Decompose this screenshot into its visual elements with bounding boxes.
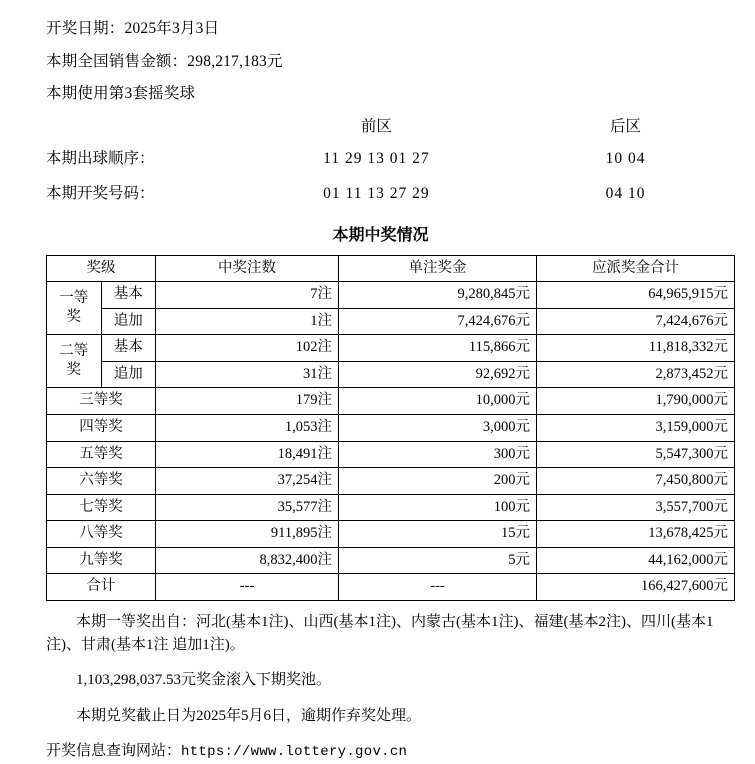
prize-sub-basic: 基本 xyxy=(101,282,156,309)
prize-sub-basic: 基本 xyxy=(101,335,156,362)
prize-level: 四等奖 xyxy=(47,414,156,441)
prize-each-sum: --- xyxy=(339,574,537,601)
table-row xyxy=(47,361,735,388)
prize-each: 200元 xyxy=(339,468,537,495)
prize-level: 九等奖 xyxy=(47,547,156,574)
prize-total: 13,678,425元 xyxy=(537,521,735,548)
table-row-total xyxy=(47,574,735,601)
front-zone-label: 前区 xyxy=(360,117,392,135)
prize-sub-addon: 追加 xyxy=(101,308,156,335)
back-zone-label: 后区 xyxy=(610,117,642,135)
ball-section xyxy=(46,118,715,220)
table-row xyxy=(47,308,735,335)
table-row xyxy=(47,282,735,309)
prize-level: 六等奖 xyxy=(47,468,156,495)
header-count: 中奖注数 xyxy=(156,255,339,282)
ball-order-label: 本期出球顺序： xyxy=(46,150,155,168)
website-label: 开奖信息查询网站： xyxy=(46,742,182,759)
prize-total: 3,159,000元 xyxy=(537,414,735,441)
prize-count: 102注 xyxy=(156,335,339,362)
prize-total: 11,818,332元 xyxy=(537,335,735,362)
prize-sub-addon: 追加 xyxy=(101,361,156,388)
rollover-note: 1,103,298,037.53元奖金滚入下期奖池。 xyxy=(76,672,332,689)
prize-count: 911,895注 xyxy=(156,521,339,548)
prize-level: 七等奖 xyxy=(47,494,156,521)
prize-table-header-row xyxy=(47,255,735,282)
prize-each: 10,000元 xyxy=(339,388,537,415)
prize-each: 3,000元 xyxy=(339,414,537,441)
prize-count: 1,053注 xyxy=(156,414,339,441)
draw-date-line: 开奖日期：2025年3月3日 xyxy=(46,20,220,37)
prize-count: 179注 xyxy=(156,388,339,415)
prize-level-first: 一等奖 xyxy=(47,282,102,335)
prize-count: 1注 xyxy=(156,308,339,335)
table-row xyxy=(47,414,735,441)
prize-each: 5元 xyxy=(339,547,537,574)
prize-each: 9,280,845元 xyxy=(339,282,537,309)
prize-each: 300元 xyxy=(339,441,537,468)
ball-table xyxy=(46,118,715,220)
claim-deadline-note: 本期兑奖截止日为2025年5月6日，逾期作弃奖处理。 xyxy=(76,707,422,724)
prize-count: 37,254注 xyxy=(156,468,339,495)
winning-numbers-row xyxy=(46,185,715,220)
prize-table xyxy=(46,255,735,601)
prize-count: 31注 xyxy=(156,361,339,388)
table-row xyxy=(47,388,735,415)
table-row xyxy=(47,441,735,468)
header-each: 单注奖金 xyxy=(339,255,537,282)
ball-order-front-numbers: 11 29 13 01 27 xyxy=(323,150,430,168)
machine-set-line: 本期使用第3套摇奖球 xyxy=(46,85,196,103)
ball-order-back-numbers: 10 04 xyxy=(605,150,646,168)
table-row xyxy=(47,521,735,548)
prize-each: 92,692元 xyxy=(339,361,537,388)
prize-total: 3,557,700元 xyxy=(537,494,735,521)
prize-count: 35,577注 xyxy=(156,494,339,521)
table-row xyxy=(47,468,735,495)
prize-total: 64,965,915元 xyxy=(537,282,735,309)
ball-order-row xyxy=(46,150,715,185)
website-note xyxy=(46,740,721,764)
table-row xyxy=(47,547,735,574)
prize-total: 5,547,300元 xyxy=(537,441,735,468)
winning-front-numbers: 01 11 13 27 29 xyxy=(323,184,430,202)
prize-table-title: 本期中奖情况 xyxy=(332,226,429,244)
table-row xyxy=(47,494,735,521)
prize-total: 44,162,000元 xyxy=(537,547,735,574)
winning-back-numbers: 04 10 xyxy=(605,184,646,202)
sales-amount-line: 本期全国销售金额：298,217,183元 xyxy=(46,52,283,70)
prize-total: 1,790,000元 xyxy=(537,388,735,415)
prize-total: 2,873,452元 xyxy=(537,361,735,388)
header-level: 奖级 xyxy=(47,255,156,282)
zone-header-row xyxy=(46,118,715,151)
prize-each: 7,424,676元 xyxy=(339,308,537,335)
prize-total: 7,450,800元 xyxy=(537,468,735,495)
prize-level-second: 二等奖 xyxy=(47,335,102,388)
prize-count: 7注 xyxy=(156,282,339,309)
winning-numbers-label: 本期开奖号码： xyxy=(46,184,155,202)
prize-count: 18,491注 xyxy=(156,441,339,468)
first-prize-origin-note: 本期一等奖出自：河北(基本1注)、山西(基本1注)、内蒙古(基本1注)、福建(基本2注)、四川(基本1注)、甘肃(基本1注 追加1注)。 xyxy=(46,613,714,654)
prize-level: 三等奖 xyxy=(47,388,156,415)
notes-section xyxy=(46,611,721,764)
prize-each: 115,866元 xyxy=(339,335,537,362)
website-url[interactable]: https://www.lottery.gov.cn xyxy=(181,743,408,760)
prize-level: 八等奖 xyxy=(47,521,156,548)
prize-level: 五等奖 xyxy=(47,441,156,468)
prize-total-sum: 166,427,600元 xyxy=(537,574,735,601)
prize-level-sum: 合计 xyxy=(47,574,156,601)
prize-count-sum: --- xyxy=(156,574,339,601)
table-row xyxy=(47,335,735,362)
zone-header-spacer xyxy=(46,118,217,151)
prize-count: 8,832,400注 xyxy=(156,547,339,574)
header-total: 应派奖金合计 xyxy=(537,255,735,282)
prize-total: 7,424,676元 xyxy=(537,308,735,335)
prize-each: 100元 xyxy=(339,494,537,521)
prize-each: 15元 xyxy=(339,521,537,548)
